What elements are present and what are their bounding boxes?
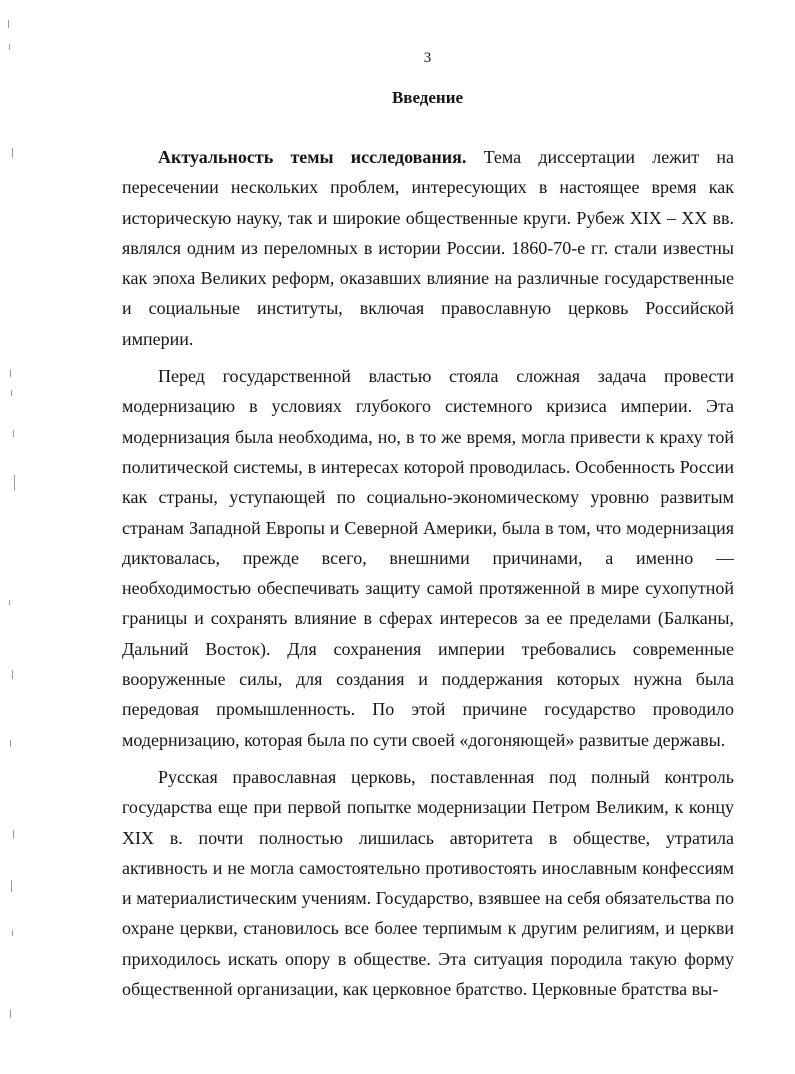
scan-speck: [10, 370, 11, 377]
paragraph-modernization: Перед государственной властью стояла сложная задача провести модернизацию в условиях глубокого системного кризиса империи. Эта модернизация была необходима, но, в то же время, могла привести к краху той политической системы, в интересах которой проводилась. Особенность России как страны, уступающей по социально-экономическому уровню развитым странам Западной Европы и Северной Америки, была в том, что модернизация диктовалась, прежде всего, внешними причинами, а именно — необходимостью обеспечивать защиту самой протяженной в мире сухопутной границы и сохранять влияние в сферах интересов за ее пределами (Балканы, Дальний Восток). Для сохранения империи требовались современные вооруженные силы, для создания и поддержания которых нужна была передовая промышленность. По этой причине государство проводило модернизацию, которая была по сути своей «догоняющей» развитые державы.: [122, 366, 734, 750]
scan-speck: [9, 600, 10, 605]
paragraph-lead: Актуальность темы исследования.: [158, 147, 467, 167]
scan-speck: [12, 148, 13, 158]
scan-speck: [10, 740, 11, 747]
document-body: [122, 142, 734, 1011]
paragraph-text: Тема диссертации лежит на пересечении нескольких проблем, интересующих в настоящее время как историческую науку, так и широкие общественные круги. Рубеж XIX – XX вв. являлся одним из переломных в истории России. 1860-70-е гг. стали известны как эпоха Великих реформ, оказавших влияние на различные государственные и социальные институты, включая православную церковь Российской империи.: [122, 147, 734, 349]
scan-speck: [12, 670, 13, 679]
page-title: Введение: [391, 88, 464, 107]
scan-speck: [14, 475, 15, 491]
scan-speck: [13, 830, 14, 838]
scan-speck: [12, 930, 13, 936]
scan-speck: [10, 1010, 11, 1018]
paragraph-church: Русская православная церковь, поставленная под полный контроль государства еще при первой попытке модернизации Петром Великим, к концу XIX в. почти полностью лишилась авторитета в обществе, утратила активность и не могла самостоятельно противостоять инославным конфессиям и материалистическим учениям. Государство, взявшее на себя обязательства по охране церкви, становилось все более терпимым к другим религиям, и церкви приходилось искать опору в обществе. Эта ситуация породила такую форму общественной организации, как церковное братство. Церковные братства вы-: [122, 766, 734, 1000]
paragraph-relevance: [122, 142, 734, 354]
scan-speck: [13, 430, 14, 437]
page-number: 3: [423, 50, 432, 66]
scan-speck: [8, 20, 9, 28]
scan-speck: [11, 880, 12, 892]
scan-speck: [11, 390, 12, 396]
